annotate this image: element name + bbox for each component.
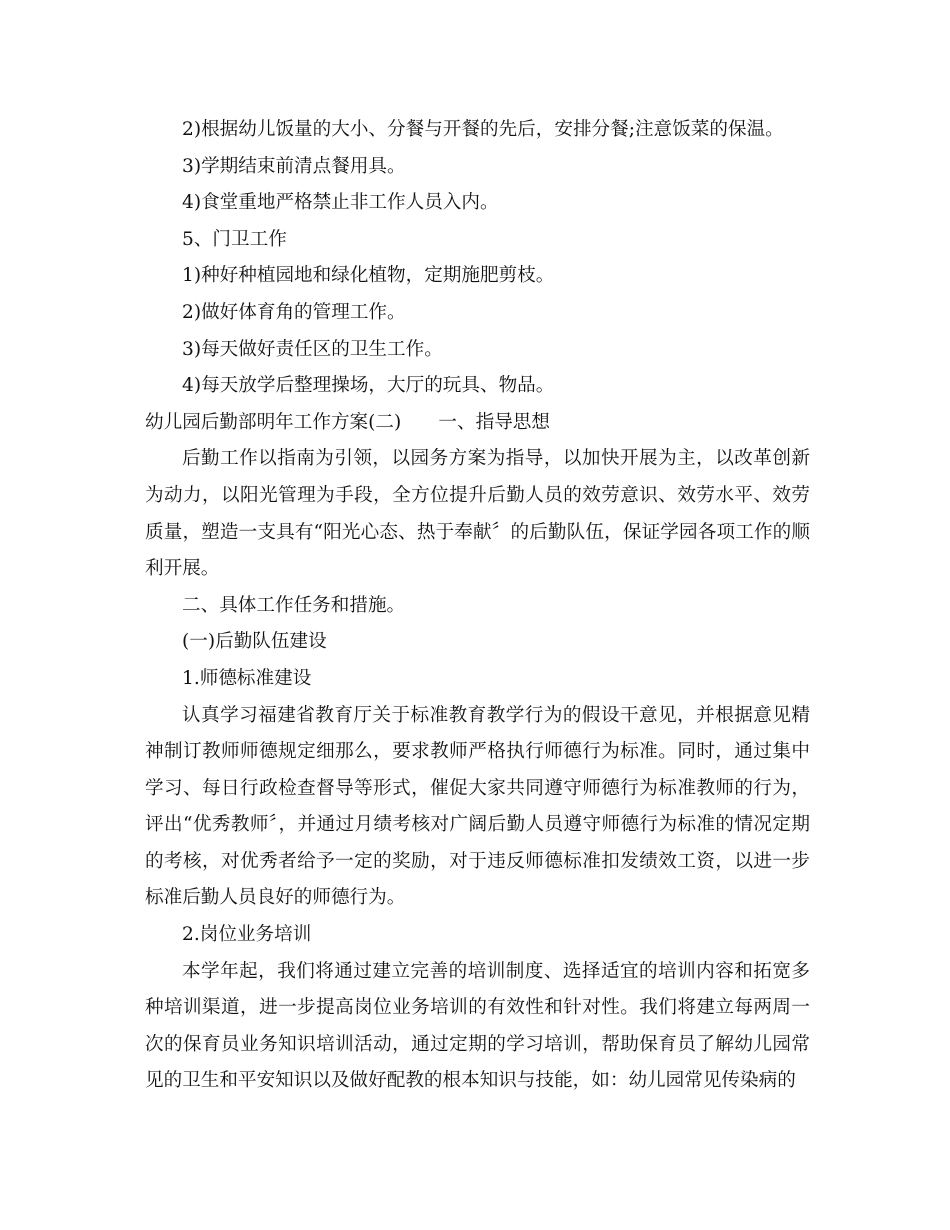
list-item: 2)做好体育角的管理工作。: [182, 301, 406, 323]
subsection-heading: 2.岗位业务培训: [182, 924, 312, 946]
section-heading: 二、具体工作任务和措施。: [182, 594, 406, 616]
paragraph-ethics: 认真学习福建省教育厅关于标准教育教学行为的假设干意见，并根据意见精神制订教师师德规定细那么，要求教师严格执行师德行为标准。同时，通过集中学习、每日行政检查督导等形式，催促大家共同遵守师德行为标准教师的行为，评出“优秀教师〞，并通过月绩考核对广阔后勤人员遵守师德行为标准的情况定期的考核，对优秀者给予一定的奖励，对于违反师德标准扣发绩效工资，以进一步标准后勤人员良好的师德行为。: [145, 704, 810, 909]
list-item: 3)学期结束前清点餐用具。: [182, 155, 406, 177]
list-item: 4)食堂重地严格禁止非工作人员入内。: [182, 192, 499, 214]
section-heading: 5、门卫工作: [182, 228, 287, 250]
paragraph-guiding-thought: 后勤工作以指南为引领，以园务方案为指导，以加快开展为主，以改革创新为动力，以阳光管理为手段，全方位提升后勤人员的效劳意识、效劳水平、效劳质量，塑造一支具有“阳光心态、热于奉献〞的后勤队伍，保证学园各项工作的顺利开展。: [145, 448, 810, 580]
list-item: 3)每天做好责任区的卫生工作。: [182, 338, 443, 360]
document-section-title: 幼儿园后勤部明年工作方案(二) 一、指导思想: [145, 411, 550, 433]
subsection-heading: (一)后勤队伍建设: [182, 631, 327, 653]
document-body: [145, 112, 810, 1100]
list-item: 1)种好种植园地和绿化植物，定期施肥剪枝。: [182, 265, 555, 287]
list-item: 2)根据幼儿饭量的大小、分餐与开餐的先后，安排分餐;注意饭菜的保温。: [182, 119, 784, 140]
list-item: 4)每天放学后整理操场，大厅的玩具、物品。: [182, 375, 555, 397]
subsection-heading: 1.师德标准建设: [182, 667, 312, 689]
paragraph-training: 本学年起，我们将通过建立完善的培训制度、选择适宜的培训内容和拓宽多种培训渠道，进一步提高岗位业务培训的有效性和针对性。我们将建立每两周一次的保育员业务知识培训活动，通过定期的学习培训，帮助保育员了解幼儿园常见的卫生和平安知识以及做好配教的根本知识与技能，如：幼儿园常见传染病的: [145, 960, 810, 1092]
